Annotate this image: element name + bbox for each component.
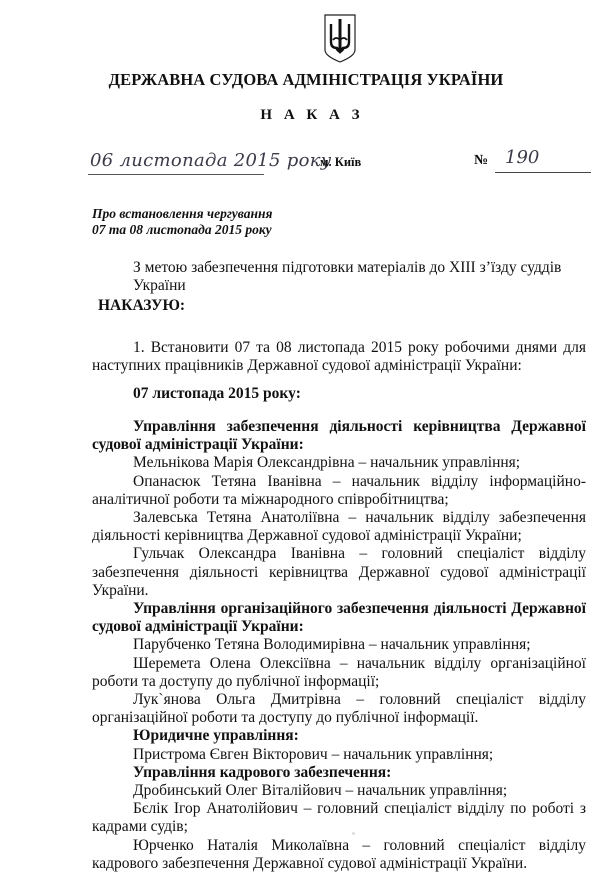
city: м. Київ: [320, 155, 362, 169]
staff-entry: Пристрома Євген Вікторович – начальник управління;: [133, 745, 494, 763]
department-name: Управління організаційного забезпечення діяльності Державної судової адміністрації України:: [92, 600, 586, 636]
staff-entry: Залевська Тетяна Анатоліївна – начальник відділу забезпечення діяльності керівництва Державної судової адміністрації України;: [92, 509, 586, 545]
staff-entry: Бєлік Ігор Анатолійович – головний спеціаліст відділу по роботі з кадрами судів;: [92, 800, 586, 836]
staff-entry: Парубченко Тетяна Володимирівна – начальник управління;: [133, 636, 531, 654]
order-subject: [92, 206, 272, 238]
trident-coat-of-arms-icon: [322, 12, 358, 64]
staff-entry: Лук`янова Ольга Дмитрівна – головний спеціаліст відділу організаційної роботи та доступу до публічної інформації.: [92, 691, 586, 727]
department-name: Юридичне управління:: [133, 727, 299, 745]
handwritten-date: 06 листопада 2015 року: [90, 150, 332, 171]
staff-entry: Мельнікова Марія Олександрівна – начальник управління;: [133, 454, 521, 472]
item-1-text: 1. Встановити 07 та 08 листопада 2015 року робочими днями для наступних працівників Державної судової адміністрації України:: [92, 339, 586, 375]
department-name: Управління кадрового забезпечення:: [133, 763, 392, 781]
preamble: З метою забезпечення підготовки матеріалів до XIII з’їзду суддів України: [133, 259, 562, 294]
scan-artifact: [352, 832, 355, 835]
orders-heading: НАКАЗУЮ:: [98, 297, 186, 314]
departments-list: [92, 418, 586, 873]
date-heading: 07 листопада 2015 року:: [133, 385, 301, 402]
department-name: Управління забезпечення діяльності керівництва Державної судової адміністрації України:: [92, 418, 586, 454]
subject-line-2: 07 та 08 листопада 2015 року: [92, 222, 272, 237]
organization-name: ДЕРЖАВНА СУДОВА АДМІНІСТРАЦІЯ УКРАЇНИ: [108, 70, 504, 89]
staff-entry: Опанасюк Тетяна Іванівна – начальник відділу інформаційно-аналітичної роботи та міжнародного співробітництва;: [92, 472, 586, 508]
staff-entry: Дробинський Олег Віталійович – начальник управління;: [133, 782, 508, 800]
staff-entry: Шеремета Олена Олексіївна – начальник відділу організаційної роботи та доступу до публічної інформації;: [92, 654, 586, 690]
document-type-title: Н А К А З: [260, 107, 364, 123]
subject-line-1: Про встановлення чергування: [92, 206, 273, 221]
staff-entry: Гульчак Олександра Іванівна – головний спеціаліст відділу забезпечення діяльності керівництва Державної судової адміністрації України.: [92, 545, 586, 599]
number-underline: [495, 172, 591, 173]
staff-entry: Юрченко Наталія Миколаївна – головний спеціаліст відділу кадрового забезпечення Державної судової адміністрації України.: [92, 836, 586, 872]
handwritten-order-number: 190: [505, 147, 540, 168]
date-underline: [88, 174, 264, 175]
item-1: [92, 339, 586, 375]
number-label: №: [474, 153, 489, 168]
